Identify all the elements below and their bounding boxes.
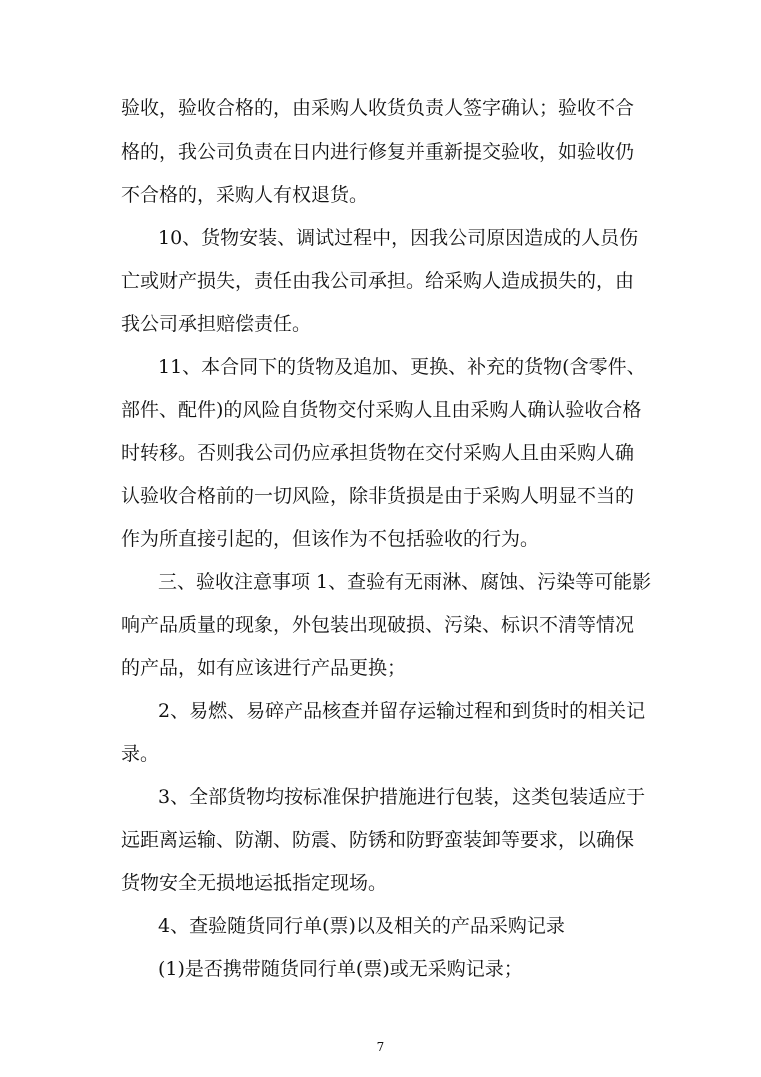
text-line: 货物安全无损地运抵指定现场。 bbox=[121, 872, 388, 894]
text-line: 4、查验随货同行单(票)以及相关的产品采购记录 bbox=[158, 915, 565, 937]
text-line: 时转移。否则我公司仍应承担货物在交付采购人且由采购人确 bbox=[121, 442, 635, 464]
text-line: 不合格的，采购人有权退货。 bbox=[121, 184, 369, 206]
text-line: 录。 bbox=[121, 743, 160, 765]
text-line: 的产品，如有应该进行产品更换； bbox=[121, 657, 407, 679]
text-line: 验收，验收合格的，由采购人收货负责人签字确认；验收不合 bbox=[121, 97, 635, 119]
text-line: 3、全部货物均按标准保护措施进行包装，这类包装适应于 bbox=[158, 786, 646, 808]
text-line: 亡或财产损失，责任由我公司承担。给采购人造成损失的，由 bbox=[121, 270, 635, 292]
text-line: 部件、配件)的风险自货物交付采购人且由采购人确认验收合格 bbox=[121, 399, 642, 421]
text-line: 我公司承担赔偿责任。 bbox=[121, 313, 312, 335]
text-line: 格的，我公司负责在日内进行修复并重新提交验收，如验收仍 bbox=[121, 141, 635, 163]
text-line: 11、本合同下的货物及追加、更换、补充的货物(含零件、 bbox=[158, 356, 646, 378]
text-line: 作为所直接引起的，但该作为不包括验收的行为。 bbox=[121, 528, 540, 550]
text-line: 2、易燃、易碎产品核查并留存运输过程和到货时的相关记 bbox=[158, 700, 646, 722]
text-line: 三、验收注意事项 1、查验有无雨淋、腐蚀、污染等可能影 bbox=[158, 571, 652, 593]
text-line: (1)是否携带随货同行单(票)或无采购记录； bbox=[158, 958, 523, 980]
text-line: 响产品质量的现象，外包装出现破损、污染、标识不清等情况 bbox=[121, 614, 635, 636]
page-number: 7 bbox=[376, 1040, 385, 1054]
text-line: 认验收合格前的一切风险，除非货损是由于采购人明显不当的 bbox=[121, 485, 635, 507]
text-line: 远距离运输、防潮、防震、防锈和防野蛮装卸等要求，以确保 bbox=[121, 829, 635, 851]
text-line: 10、货物安装、调试过程中，因我公司原因造成的人员伤 bbox=[158, 227, 639, 249]
